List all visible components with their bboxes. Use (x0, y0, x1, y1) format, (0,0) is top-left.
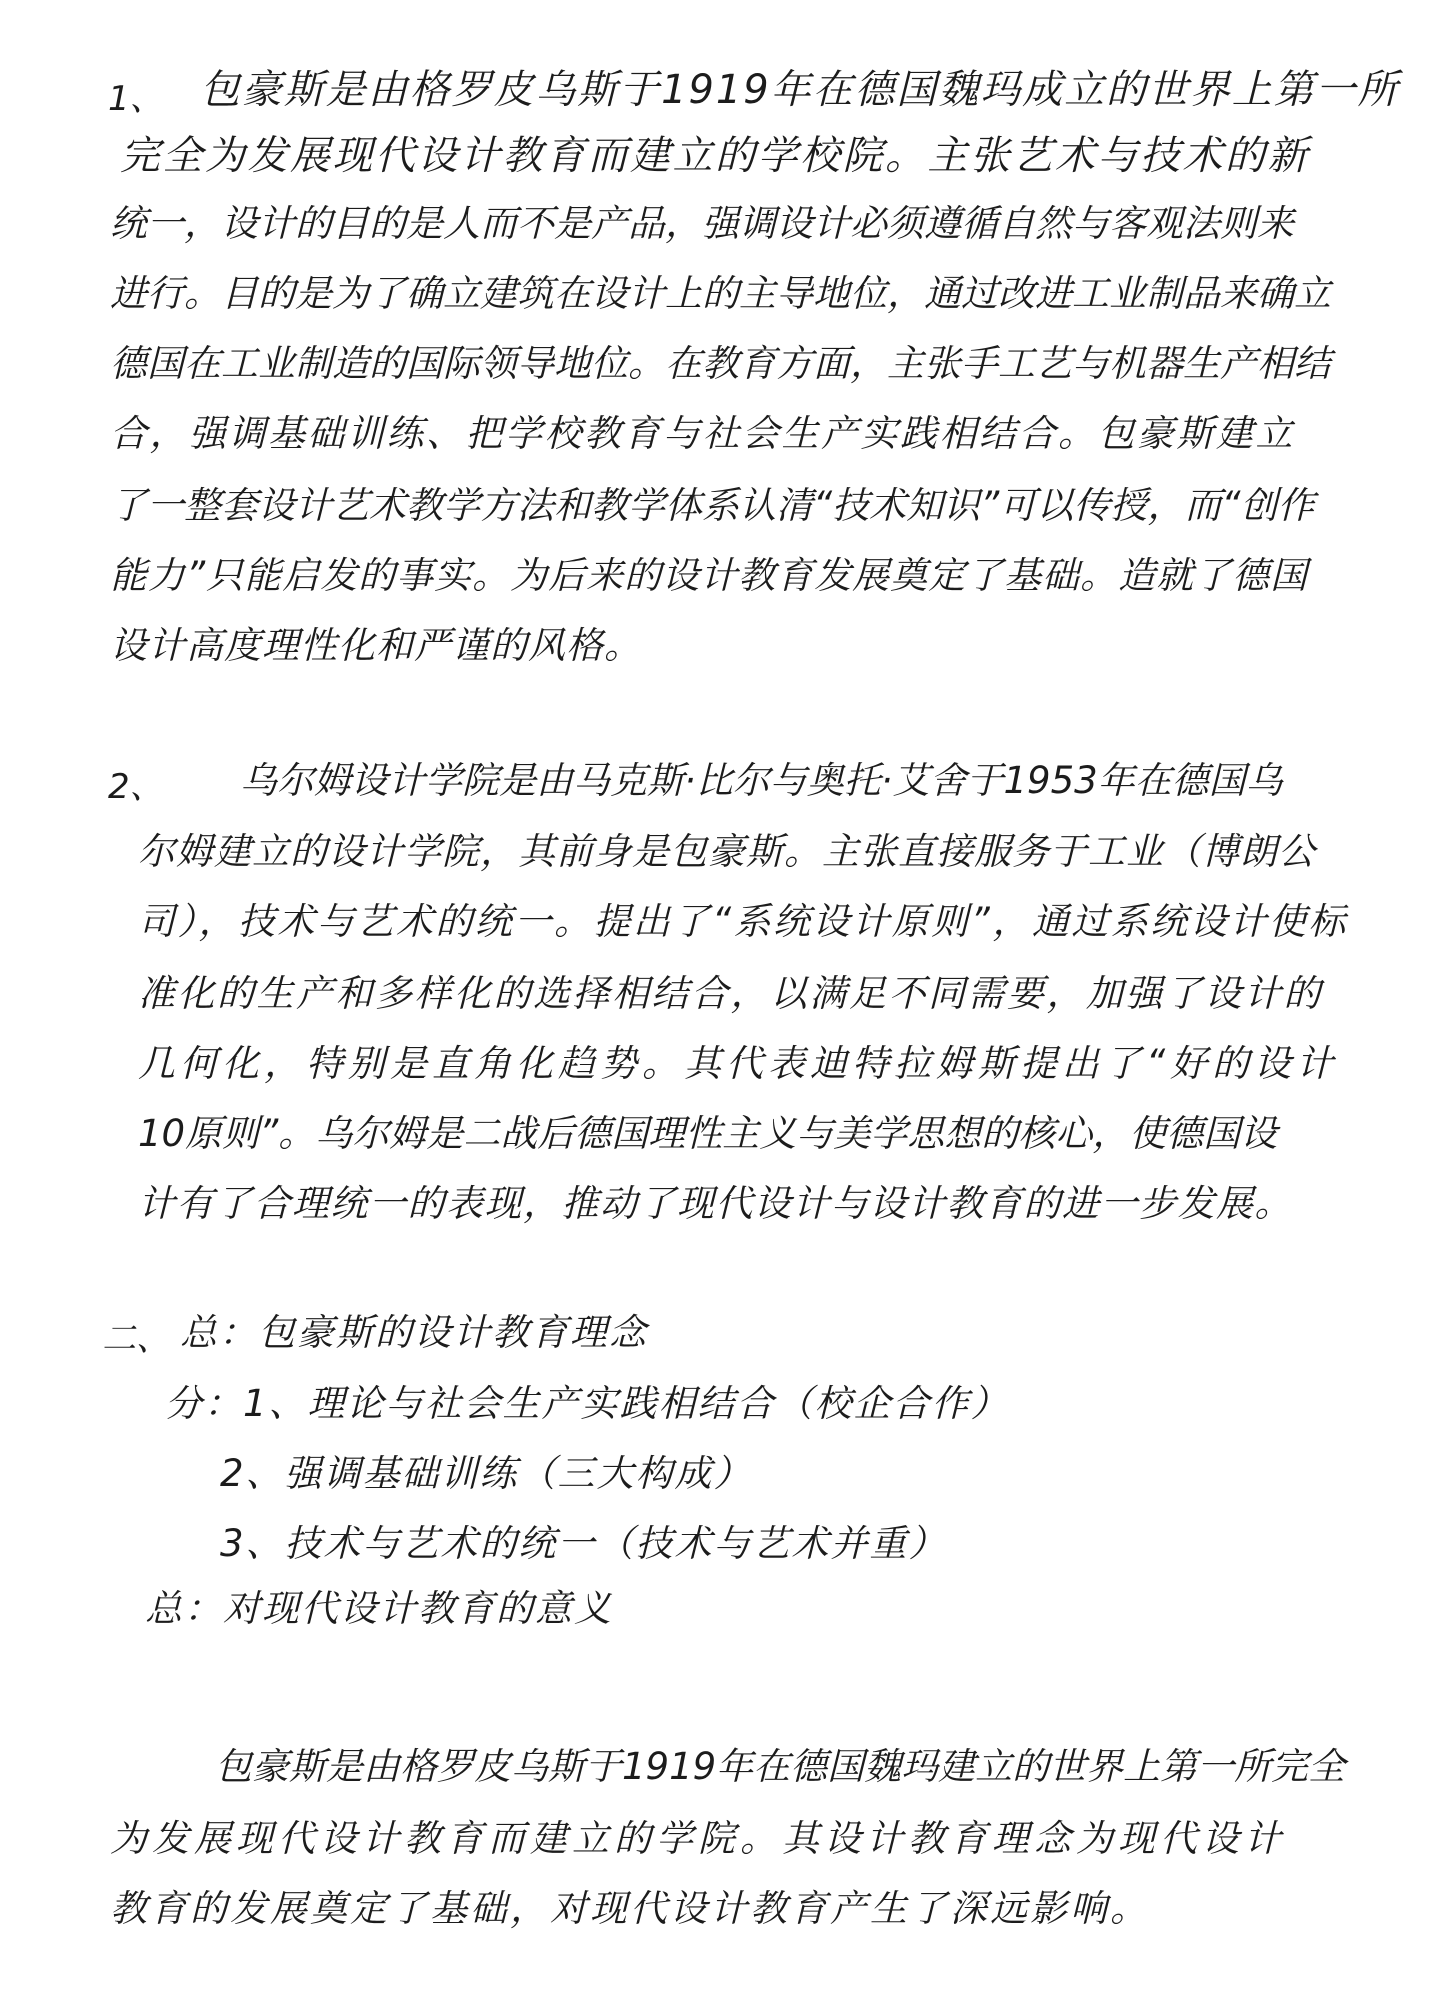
section-2-line-1: 乌尔姆设计学院是由马克斯·比尔与奥托·艾舍于1953年在德国乌 (240, 759, 1283, 802)
section-2-line-5: 几何化，特别是直角化趋势。其代表迪特拉姆斯提出了“好的设计 (138, 1042, 1339, 1085)
section-2-line-3: 司），技术与艺术的统一。提出了“系统设计原则”，通过系统设计使标 (138, 900, 1348, 943)
section-1-line-5: 德国在工业制造的国际领导地位。在教育方面，主张手工艺与机器生产相结 (110, 342, 1331, 385)
section-1-line-3: 统一，设计的目的是人而不是产品，强调设计必须遵循自然与客观法则来 (110, 202, 1294, 245)
section-3-line-2: 为发展现代设计教育而建立的学院。其设计教育理念为现代设计 (110, 1817, 1286, 1860)
section-1-number: 1、 (108, 79, 164, 119)
section-2-number: 2、 (108, 767, 164, 807)
outline-number: 二、 (102, 1319, 170, 1359)
section-2-line-6: 10原则”。乌尔姆是二战后德国理性主义与美学思想的核心，使德国设 (138, 1112, 1278, 1155)
outline-point-3: 3、技术与艺术的统一（技术与艺术并重） (220, 1522, 948, 1565)
section-1-line-4: 进行。目的是为了确立建筑在设计上的主导地位，通过改进工业制品来确立 (110, 272, 1331, 315)
section-2-line-7: 计有了合理统一的表现，推动了现代设计与设计教育的进一步发展。 (138, 1182, 1293, 1225)
section-1-line-9: 设计高度理性化和严谨的风格。 (110, 624, 642, 667)
section-1-line-6: 合，强调基础训练、把学校教育与社会生产实践相结合。包豪斯建立 (110, 412, 1295, 455)
section-1-line-2: 完全为发展现代设计教育而建立的学校院。主张艺术与技术的新 (120, 133, 1310, 179)
section-3-line-3: 教育的发展奠定了基础，对现代设计教育产生了深远影响。 (110, 1887, 1150, 1930)
section-2-line-2: 尔姆建立的设计学院，其前身是包豪斯。主张直接服务于工业（博朗公 (138, 830, 1316, 873)
section-1-line-8: 能力”只能启发的事实。为后来的设计教育发展奠定了基础。造就了德国 (110, 554, 1309, 597)
outline-total: 总：包豪斯的设计教育理念 (180, 1311, 648, 1354)
section-2-line-4: 准化的生产和多样化的选择相结合，以满足不同需要，加强了设计的 (138, 972, 1323, 1015)
outline-point-1: 分：1、理论与社会生产实践相结合（校企合作） (165, 1382, 1010, 1425)
outline-point-2: 2、强调基础训练（三大构成） (220, 1452, 753, 1495)
section-1-line-1: 包豪斯是由格罗皮乌斯于1919年在德国魏玛成立的世界上第一所 (200, 67, 1400, 113)
section-3-line-1: 包豪斯是由格罗皮乌斯于1919年在德国魏玛建立的世界上第一所完全 (215, 1745, 1346, 1788)
section-1-line-7: 了一整套设计艺术教学方法和教学体系认清“技术知识”可以传授，而“创作 (110, 484, 1315, 527)
outline-conclusion: 总：对现代设计教育的意义 (145, 1587, 613, 1630)
